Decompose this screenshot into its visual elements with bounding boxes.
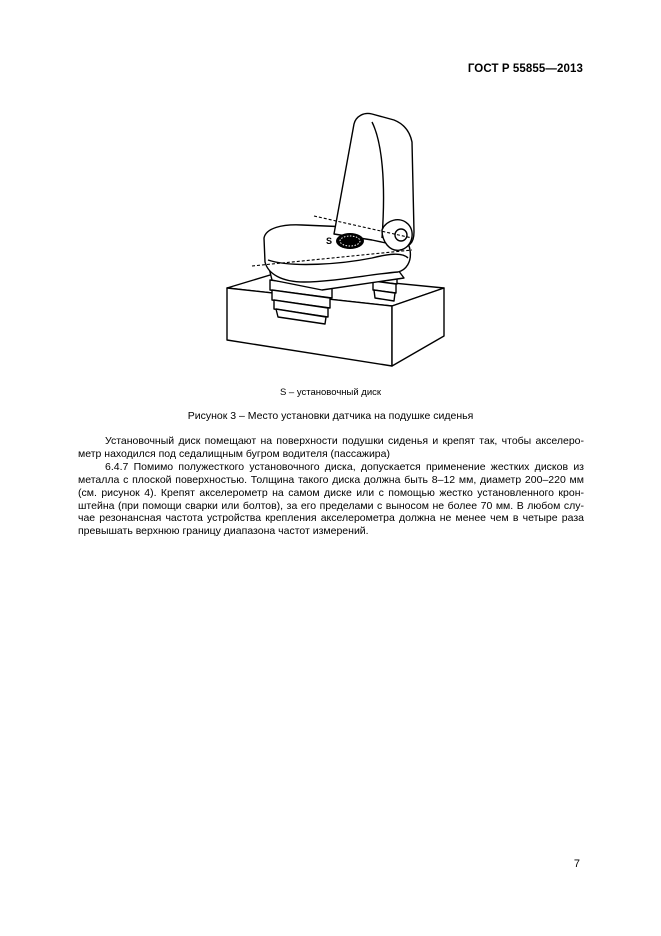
- text-line: 6.4.7 Помимо полужесткого установочного диска, допускается применение жестких дисков из: [105, 460, 584, 473]
- seat-figure: [222, 112, 447, 372]
- seat-drawing: [222, 112, 447, 372]
- text-line: Установочный диск помещают на поверхности подушки сиденья и крепят так, чтобы акселеро-: [105, 435, 584, 447]
- paragraph: [78, 461, 584, 538]
- figure-legend: S – установочный диск: [279, 387, 382, 398]
- disk-label: S: [326, 236, 333, 246]
- body-text: [78, 435, 584, 538]
- text-line: штейна (при помощи сварки или болтов), за его пределами с выносом не более 70 мм. В любом слу-: [78, 499, 584, 512]
- text-line: метр находился под седалищным бугром водителя (пассажира): [78, 447, 390, 460]
- page-number: 7: [573, 858, 580, 870]
- text-line: превышать верхнюю границу диапазона частот измерений.: [78, 525, 369, 538]
- figure-caption: Рисунок 3 – Место установки датчика на подушке сиденья: [187, 410, 474, 422]
- paragraph: [78, 435, 584, 461]
- text-line: чае резонансная частота устройства крепления акселерометра должна не менее чем в четыре раза: [78, 512, 584, 525]
- standard-number: ГОСТ Р 55855—2013: [467, 63, 583, 75]
- pivot-bolt: [395, 229, 407, 241]
- text-line: металла с плоской поверхностью. Толщина такого диска должна быть 8–12 мм, диаметр 200–220 мм: [78, 473, 584, 486]
- text-line: (см. рисунок 4). Крепят акселерометр на самом диске или с помощью жестко установленного крон-: [78, 486, 584, 499]
